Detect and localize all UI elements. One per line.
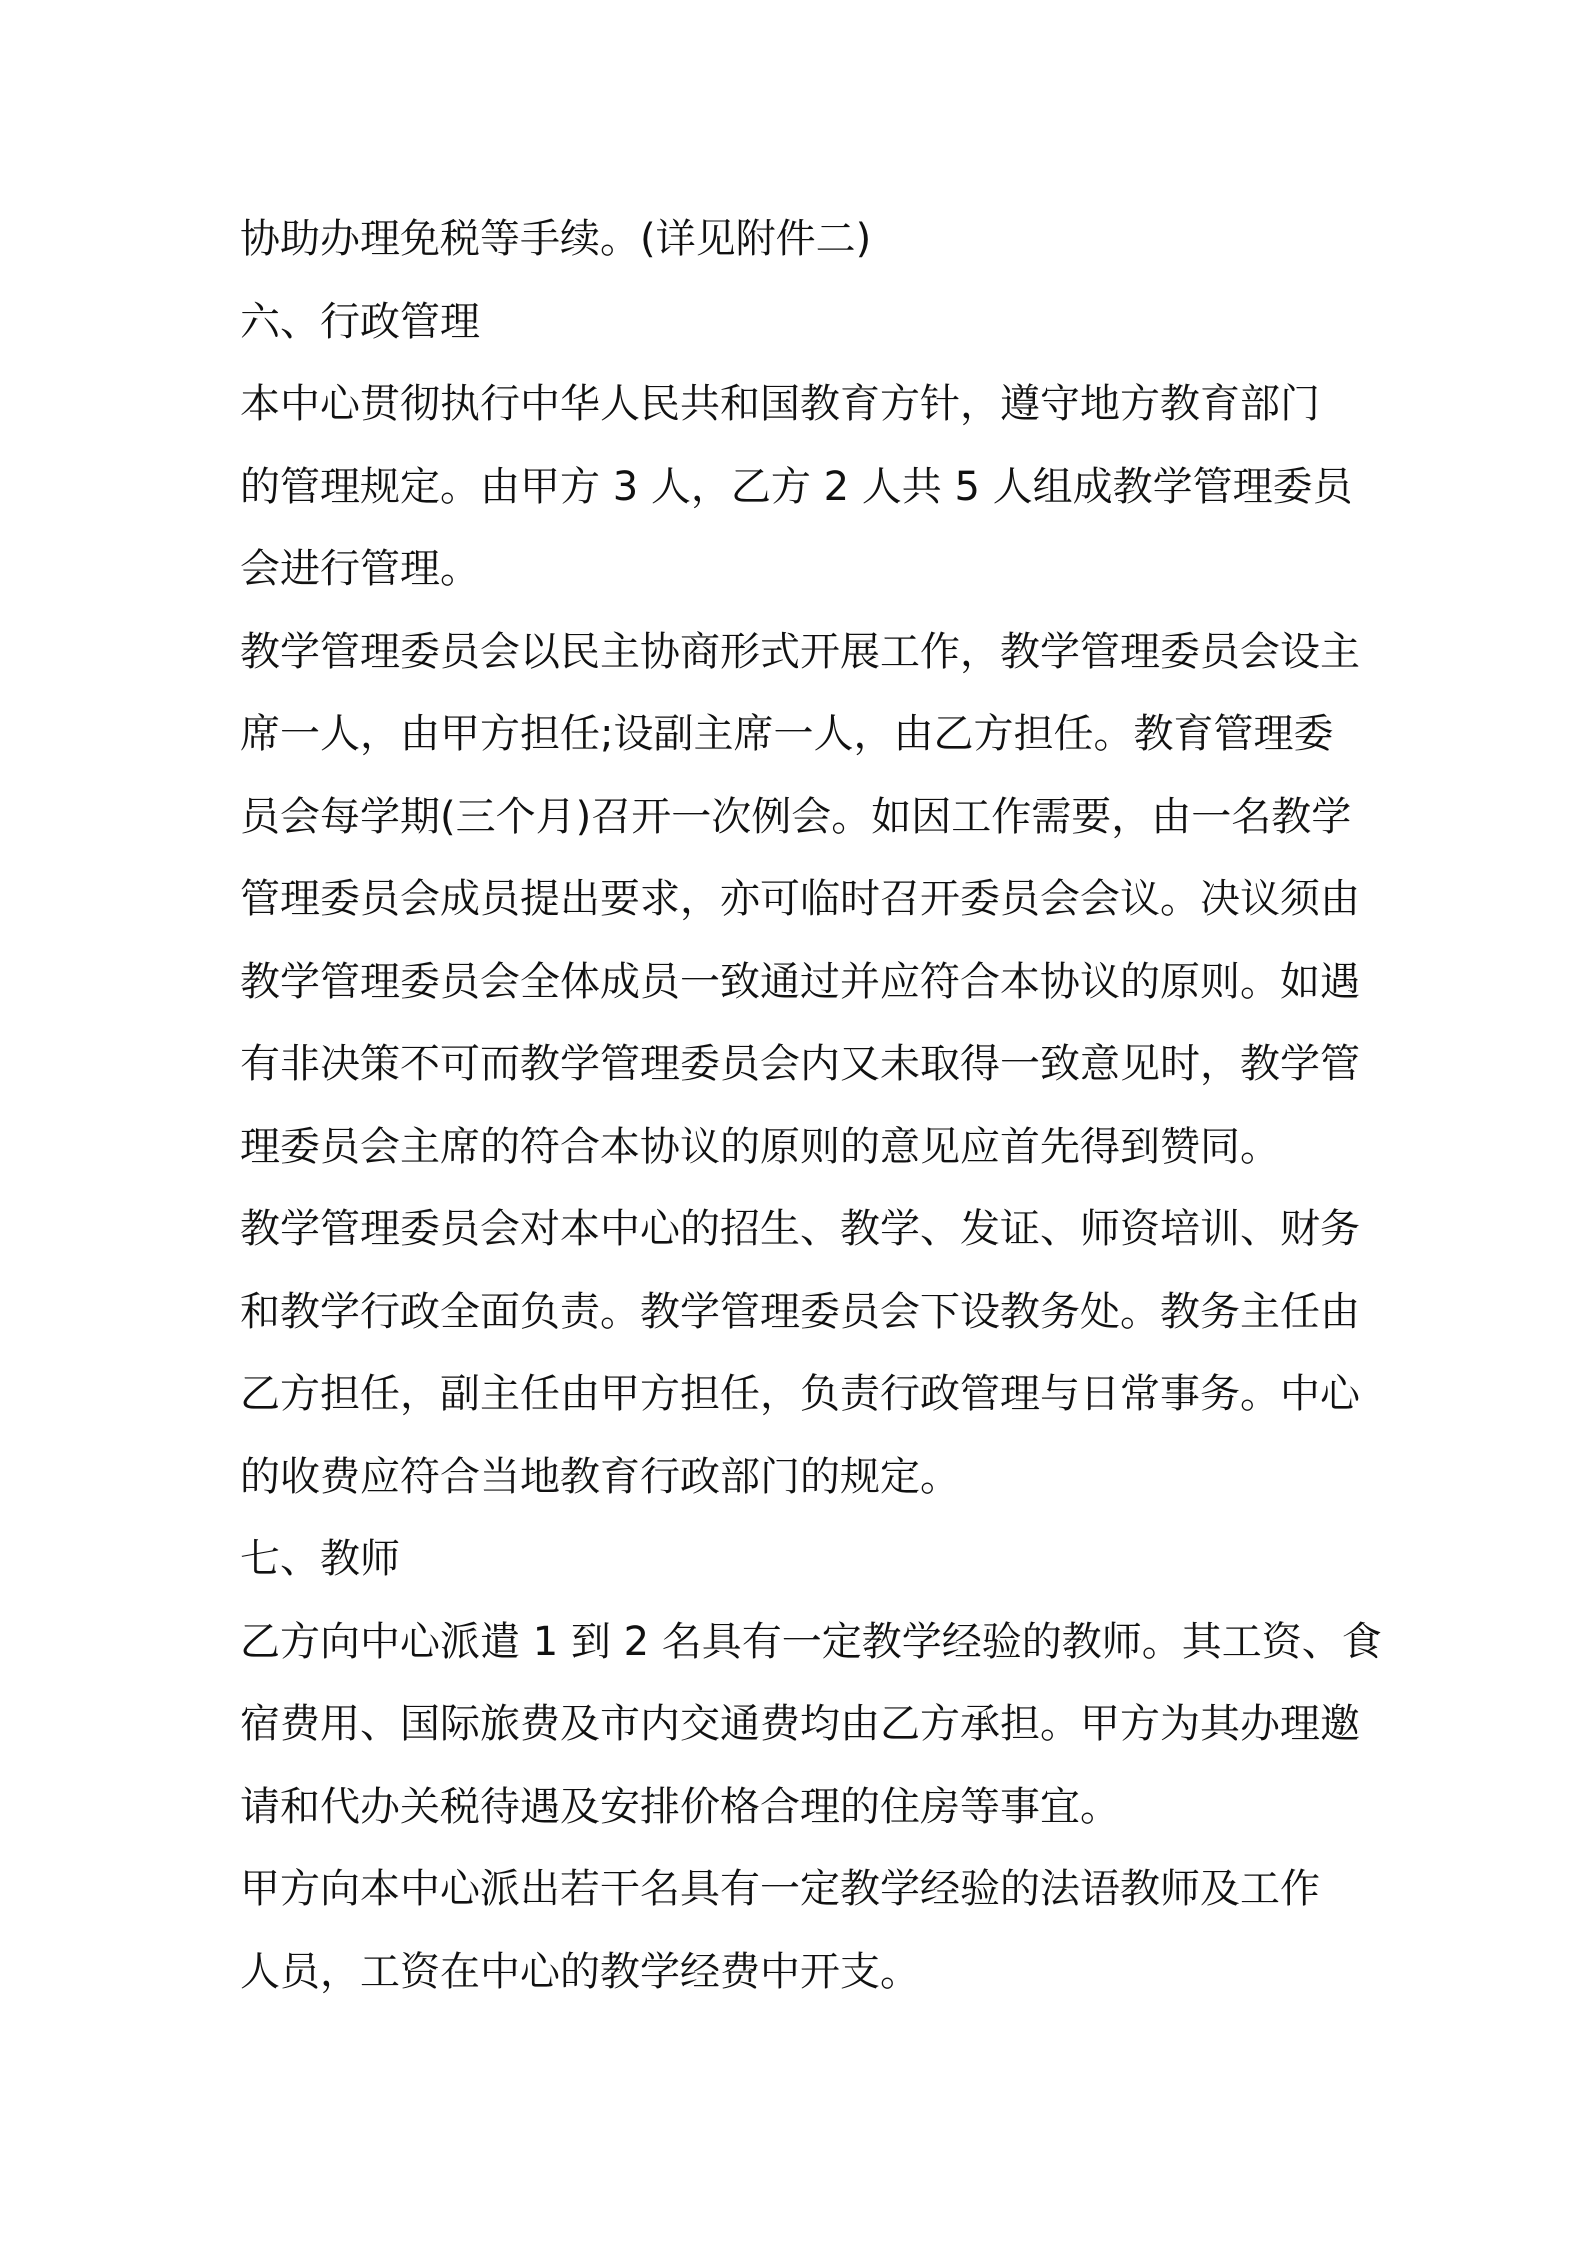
text-line: 会进行管理。 — [240, 546, 480, 592]
text-line: 教学管理委员会全体成员一致通过并应符合本协议的原则。如遇 — [240, 958, 1360, 1005]
text-line: 理委员会主席的符合本协议的原则的意见应首先得到赞同。 — [240, 1123, 1280, 1170]
text-line: 的管理规定。由甲方 3 人，乙方 2 人共 5 人组成教学管理委员 — [240, 463, 1353, 510]
text-line: 请和代办关税待遇及安排价格合理的住房等事宜。 — [240, 1783, 1120, 1830]
text-line: 甲方向本中心派出若干名具有一定教学经验的法语教师及工作 — [240, 1866, 1320, 1912]
document-body — [240, 198, 1382, 2013]
text-line: 管理委员会成员提出要求，亦可临时召开委员会会议。决议须由 — [240, 876, 1360, 922]
text-line: 有非决策不可而教学管理委员会内又未取得一致意见时，教学管 — [240, 1041, 1360, 1087]
section-heading: 七、教师 — [240, 1536, 400, 1582]
text-line: 和教学行政全面负责。教学管理委员会下设教务处。教务主任由 — [240, 1288, 1360, 1335]
text-line: 席一人，由甲方担任;设副主席一人，由乙方担任。教育管理委 — [240, 711, 1334, 757]
text-line: 教学管理委员会对本中心的招生、教学、发证、师资培训、财务 — [240, 1206, 1360, 1252]
text-line: 员会每学期(三个月)召开一次例会。如因工作需要，由一名教学 — [240, 793, 1352, 840]
text-line: 乙方向中心派遣 1 到 2 名具有一定教学经验的教师。其工资、食 — [240, 1618, 1382, 1665]
text-line: 教学管理委员会以民主协商形式开展工作，教学管理委员会设主 — [240, 628, 1360, 675]
text-line: 的收费应符合当地教育行政部门的规定。 — [240, 1453, 960, 1500]
text-line: 协助办理免税等手续。(详见附件二) — [240, 216, 872, 262]
text-line: 宿费用、国际旅费及市内交通费均由乙方承担。甲方为其办理邀 — [240, 1701, 1360, 1747]
text-line: 乙方担任，副主任由甲方担任，负责行政管理与日常事务。中心 — [240, 1371, 1360, 1417]
section-heading: 六、行政管理 — [240, 298, 480, 345]
text-line: 本中心贯彻执行中华人民共和国教育方针，遵守地方教育部门 — [240, 381, 1320, 427]
text-line: 人员，工资在中心的教学经费中开支。 — [240, 1948, 920, 1995]
